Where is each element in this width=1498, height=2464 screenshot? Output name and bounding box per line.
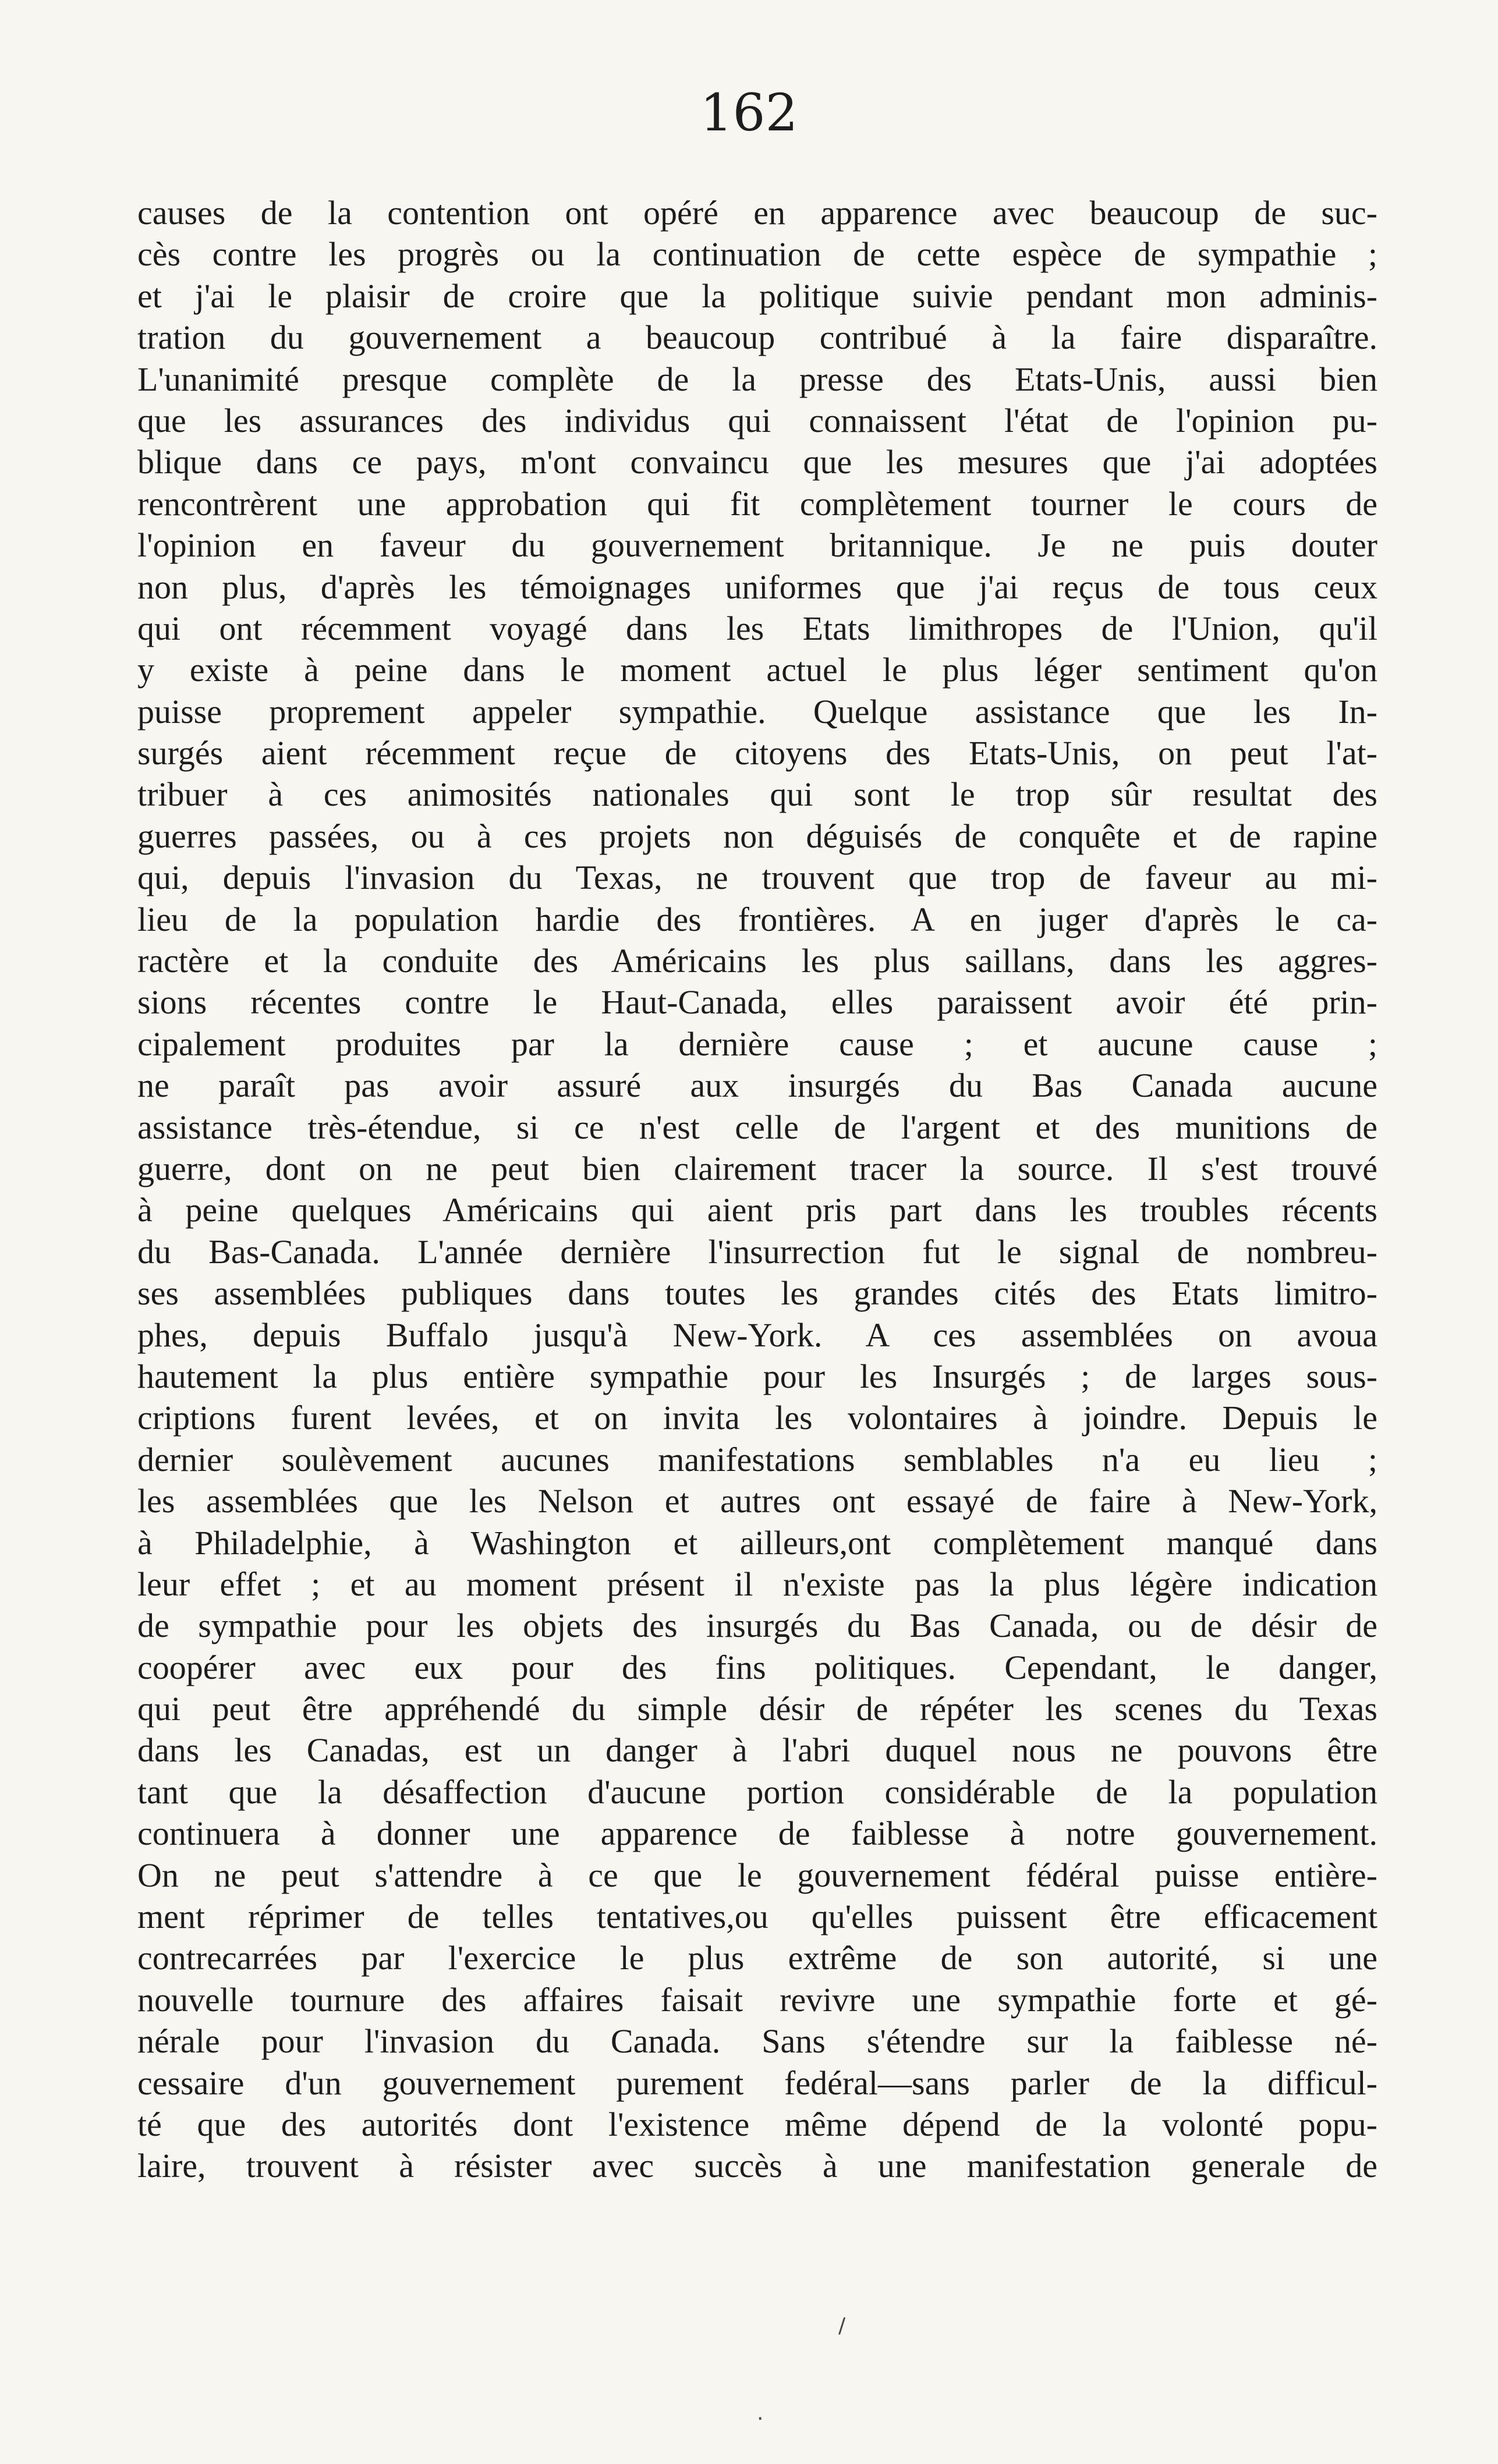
text-line: puisse proprement appeler sympathie. Quelque assistance que les In- xyxy=(137,692,1377,731)
text-line: lieu de la population hardie des frontières. A en juger d'après le ca- xyxy=(137,900,1377,938)
stray-dot: · xyxy=(757,2407,764,2431)
text-line: sions récentes contre le Haut-Canada, elles paraissent avoir été prin- xyxy=(137,983,1377,1022)
text-line: qui ont récemment voyagé dans les Etats limithropes de l'Union, qu'il xyxy=(137,609,1377,647)
text-line: laire, trouvent à résister avec succès à une manifestation generale de xyxy=(137,2147,1377,2185)
text-line: leur effet ; et au moment présent il n'existe pas la plus légère indication xyxy=(137,1565,1377,1603)
text-line: guerre, dont on ne peut bien clairement tracer la source. Il s'est trouvé xyxy=(137,1149,1377,1187)
text-line: rencontrèrent une approbation qui fit complètement tourner le cours de xyxy=(137,484,1377,523)
text-line: ment réprimer de telles tentatives,ou qu'elles puissent être efficacement xyxy=(137,1898,1377,1936)
text-line: guerres passées, ou à ces projets non déguisés de conquête et de rapine xyxy=(137,817,1377,855)
text-line: à peine quelques Américains qui aient pris part dans les troubles récents xyxy=(137,1191,1377,1229)
text-line: du Bas-Canada. L'année dernière l'insurrection fut le signal de nombreu- xyxy=(137,1232,1377,1271)
text-line: causes de la contention ont opéré en apparence avec beaucoup de suc- xyxy=(137,194,1377,232)
text-line: té que des autorités dont l'existence même dépend de la volonté popu- xyxy=(137,2105,1377,2143)
text-line: cipalement produites par la dernière cause ; et aucune cause ; xyxy=(137,1024,1377,1063)
text-line: surgés aient récemment reçue de citoyens des Etats-Unis, on peut l'at- xyxy=(137,734,1377,772)
text-line: dans les Canadas, est un danger à l'abri duquel nous ne pouvons être xyxy=(137,1731,1377,1770)
text-line: L'unanimité presque complète de la presse des Etats-Unis, aussi bien xyxy=(137,360,1377,398)
text-line: continuera à donner une apparence de faiblesse à notre gouvernement. xyxy=(137,1814,1377,1853)
text-line: et j'ai le plaisir de croire que la politique suivie pendant mon adminis- xyxy=(137,276,1377,315)
text-line: nérale pour l'invasion du Canada. Sans s'étendre sur la faiblesse né- xyxy=(137,2022,1377,2061)
text-line: criptions furent levées, et on invita les volontaires à joindre. Depuis le xyxy=(137,1399,1377,1437)
text-line: blique dans ce pays, m'ont convaincu que les mesures que j'ai adoptées xyxy=(137,443,1377,481)
text-line: les assemblées que les Nelson et autres ont essayé de faire à New-York, xyxy=(137,1482,1377,1520)
body-text xyxy=(137,192,1377,2187)
text-line: l'opinion en faveur du gouvernement britannique. Je ne puis douter xyxy=(137,526,1377,565)
text-line: tant que la désaffection d'aucune portion considérable de la population xyxy=(137,1772,1377,1811)
page-number: 162 xyxy=(700,83,798,143)
text-line: que les assurances des individus qui connaissent l'état de l'opinion pu- xyxy=(137,401,1377,439)
text-line: à Philadelphie, à Washington et ailleurs,ont complètement manqué dans xyxy=(137,1523,1377,1562)
text-line: ses assemblées publiques dans toutes les grandes cités des Etats limitro- xyxy=(137,1274,1377,1313)
text-line: On ne peut s'attendre à ce que le gouvernement fédéral puisse entière- xyxy=(137,1856,1377,1894)
text-line: assistance très-étendue, si ce n'est celle de l'argent et des munitions de xyxy=(137,1108,1377,1146)
text-line: y existe à peine dans le moment actuel le plus léger sentiment qu'on xyxy=(137,651,1377,689)
text-line: hautement la plus entière sympathie pour les Insurgés ; de larges sous- xyxy=(137,1357,1377,1395)
text-line: non plus, d'après les témoignages uniformes que j'ai reçus de tous ceux xyxy=(137,568,1377,606)
text-line: qui peut être appréhendé du simple désir de répéter les scenes du Texas xyxy=(137,1690,1377,1728)
text-line: ne paraît pas avoir assuré aux insurgés du Bas Canada aucune xyxy=(137,1066,1377,1105)
text-line: nouvelle tournure des affaires faisait revivre une sympathie forte et gé- xyxy=(137,1980,1377,2019)
text-line: de sympathie pour les objets des insurgés du Bas Canada, ou de désir de xyxy=(137,1607,1377,1645)
text-line: contrecarrées par l'exercice le plus extrême de son autorité, si une xyxy=(137,1939,1377,1977)
stray-mark: / xyxy=(838,2314,846,2338)
text-line: phes, depuis Buffalo jusqu'à New-York. A ces assemblées on avoua xyxy=(137,1316,1377,1354)
text-line: cès contre les progrès ou la continuation de cette espèce de sympathie ; xyxy=(137,235,1377,274)
text-line: tribuer à ces animosités nationales qui sont le trop sûr resultat des xyxy=(137,775,1377,814)
text-line: ractère et la conduite des Américains les plus saillans, dans les aggres- xyxy=(137,942,1377,980)
text-line: dernier soulèvement aucunes manifestations semblables n'a eu lieu ; xyxy=(137,1440,1377,1479)
text-line: tration du gouvernement a beaucoup contribué à la faire disparaître. xyxy=(137,318,1377,357)
text-line: qui, depuis l'invasion du Texas, ne trouvent que trop de faveur au mi- xyxy=(137,859,1377,897)
text-line: cessaire d'un gouvernement purement fedéral—sans parler de la difficul- xyxy=(137,2064,1377,2102)
text-line: coopérer avec eux pour des fins politiques. Cependant, le danger, xyxy=(137,1648,1377,1686)
